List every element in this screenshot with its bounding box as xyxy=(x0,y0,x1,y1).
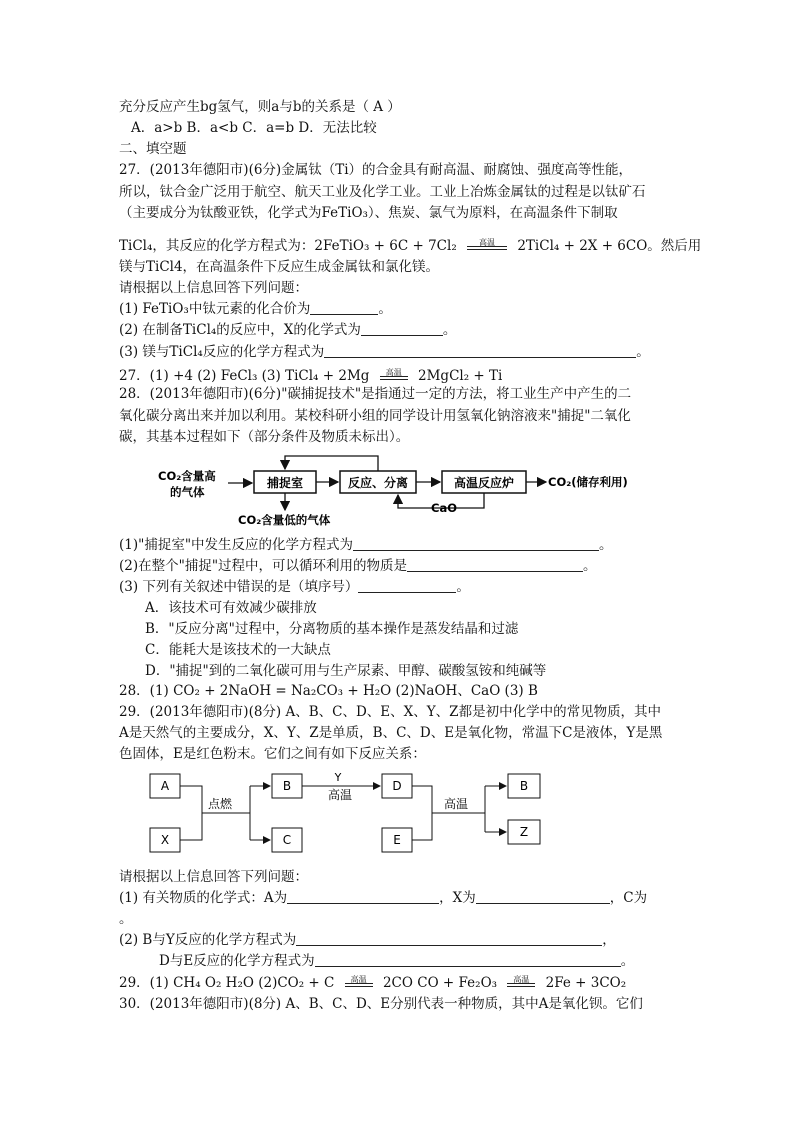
q28-text: 28．(2013年德阳市)(6分)"碳捕捉技术"是指通过一定的方法，将工业生产中产生的二 xyxy=(119,386,632,402)
section-title: 二、填空题 xyxy=(119,141,187,157)
q28-sub1: (1)"捕捉室"中发生反应的化学方程式为 。 xyxy=(119,537,613,553)
q29-text: 29．(2013年德阳市)(8分) A、B、C、D、E、X、Y、Z都是初中化学中的常见物质，其中 xyxy=(119,704,662,720)
high-temp-condition: 高温 xyxy=(380,370,408,384)
input-gas-label: CO₂含量高 xyxy=(158,469,216,483)
q27-text: 所以，钛合金广泛用于航空、航天工业及化学工业。工业上冶炼金属钛的过程是以钛矿石 xyxy=(119,184,646,200)
answer-blank[interactable] xyxy=(310,302,378,315)
answer-blank[interactable] xyxy=(296,933,602,946)
capture-chamber-label: 捕捉室 xyxy=(266,476,304,490)
q27-text: 镁与TiCl4，在高温条件下反应生成金属钛和氯化镁。 xyxy=(119,259,440,275)
high-temp-condition: 高温 xyxy=(507,977,535,991)
svg-text:高温: 高温 xyxy=(327,788,353,802)
q27-text: 27．(2013年德阳市)(6分)金属钛（Ti）的合金具有耐高温、耐腐蚀、强度高等性能， xyxy=(119,162,633,178)
substance-relation-diagram xyxy=(140,768,560,860)
q27-sub3: (3) 镁与TiCl₄反应的化学方程式为 。 xyxy=(119,344,650,360)
q29-text: 色固体，E是红色粉末。它们之间有如下反应关系： xyxy=(119,746,426,762)
svg-text:Z: Z xyxy=(519,825,529,839)
svg-text:D: D xyxy=(392,779,402,793)
answer-blank[interactable] xyxy=(476,891,610,904)
svg-text:A: A xyxy=(160,779,170,793)
q30-text: 30．(2013年德阳市)(8分) A、B、C、D、E分别代表一种物质，其中A是氧化钡。它们 xyxy=(119,996,643,1012)
q26-answer-line: 充分反应产生bg氢气，则a与b的关系是（ A ） xyxy=(119,99,401,115)
low-co2-gas-label: CO₂含量低的气体 xyxy=(238,513,331,527)
q28-sub2: (2)在整个"捕捉"过程中，可以循环利用的物质是 。 xyxy=(119,558,597,574)
high-temp-condition: 高温 xyxy=(467,240,507,254)
q28-answer: 28．(1) CO₂ + 2NaOH = Na₂CO₃ + H₂O (2)NaOH、CaO (3) B xyxy=(119,683,538,699)
input-gas-label: 的气体 xyxy=(170,485,205,499)
svg-text:B: B xyxy=(519,779,529,793)
answer-blank[interactable] xyxy=(407,559,583,572)
q27-answer: 27．(1) +4 (2) FeCl₃ (3) TiCl₄ + 2Mg 高温 2MgCl₂ + Ti xyxy=(119,367,503,384)
q28-option-a: A．该技术可有效减少碳排放 xyxy=(145,600,317,616)
high-temp-furnace-label: 高温反应炉 xyxy=(453,476,515,490)
q29-sub1: (1) 有关物质的化学式：A为 ，X为 ，C为 xyxy=(119,890,648,906)
svg-text:高温: 高温 xyxy=(444,797,469,811)
q28-text: 碳，其基本过程如下（部分条件及物质未标出）。 xyxy=(119,429,410,445)
q27-equation-line: TiCl₄，其反应的化学方程式为：2FeTiO₃ + 6C + 7Cl₂ 高温 2TiCl₄ + 2X + 6CO。然后用 xyxy=(119,237,702,254)
q29-text: A是天然气的主要成分，X、Y、Z是单质，B、C、D、E是氧化物，常温下C是液体，Y是黑 xyxy=(119,725,663,741)
q26-options: A．a>b B．a<b C．a=b D．无法比较 xyxy=(131,120,377,136)
q29-sub1-end: 。 xyxy=(119,911,133,927)
q29-sub3: D与E反应的化学方程式为 。 xyxy=(159,953,635,969)
q28-option-d: D．"捕捉"到的二氧化碳可用与生产尿素、甲醇、碳酸氢铵和纯碱等 xyxy=(145,663,547,679)
answer-blank[interactable] xyxy=(324,345,636,358)
svg-text:E: E xyxy=(393,833,401,847)
q28-sub3: (3) 下列有关叙述中错误的是（填序号） 。 xyxy=(119,579,470,595)
reaction-separation-label: 反应、分离 xyxy=(347,476,409,490)
q28-option-b: B．"反应分离"过程中，分离物质的基本操作是蒸发结晶和过滤 xyxy=(145,621,519,637)
answer-blank[interactable] xyxy=(315,954,621,967)
q27-prompt: 请根据以上信息回答下列问题： xyxy=(119,280,308,296)
answer-blank[interactable] xyxy=(287,891,439,904)
answer-blank[interactable] xyxy=(358,580,456,593)
q27-text: （主要成分为钛酸亚铁，化学式为FeTiO₃）、焦炭、氯气为原料，在高温条件下制取 xyxy=(119,205,618,221)
q29-prompt: 请根据以上信息回答下列问题： xyxy=(119,869,308,885)
q29-answer: 29．(1) CH₄ O₂ H₂O (2)CO₂ + C 高温 2CO CO + Fe₂O₃ 高温 2Fe + 3CO₂ xyxy=(119,974,627,991)
q28-option-c: C．能耗大是该技术的一大缺点 xyxy=(145,642,331,658)
carbon-capture-flow-diagram xyxy=(150,450,670,535)
cao-label: CaO xyxy=(431,501,457,515)
svg-text:B: B xyxy=(282,779,292,793)
svg-text:C: C xyxy=(282,833,292,847)
svg-text:Y: Y xyxy=(334,771,342,784)
q27-sub2: (2) 在制备TiCl₄的反应中，X的化学式为 。 xyxy=(119,322,457,338)
q29-sub2: (2) B与Y反应的化学方程式为 ， xyxy=(119,932,616,948)
answer-blank[interactable] xyxy=(353,538,599,551)
q28-text: 氧化碳分离出来并加以利用。某校科研小组的同学设计用氢氧化钠溶液来"捕捉"二氧化 xyxy=(119,408,631,424)
answer-blank[interactable] xyxy=(361,323,443,336)
q27-sub1: (1) FeTiO₃中钛元素的化合价为 。 xyxy=(119,301,392,317)
svg-text:点燃: 点燃 xyxy=(208,797,233,811)
svg-text:X: X xyxy=(160,833,170,847)
high-temp-condition: 高温 xyxy=(345,977,373,991)
output-label: CO₂(储存利用) xyxy=(548,475,628,489)
